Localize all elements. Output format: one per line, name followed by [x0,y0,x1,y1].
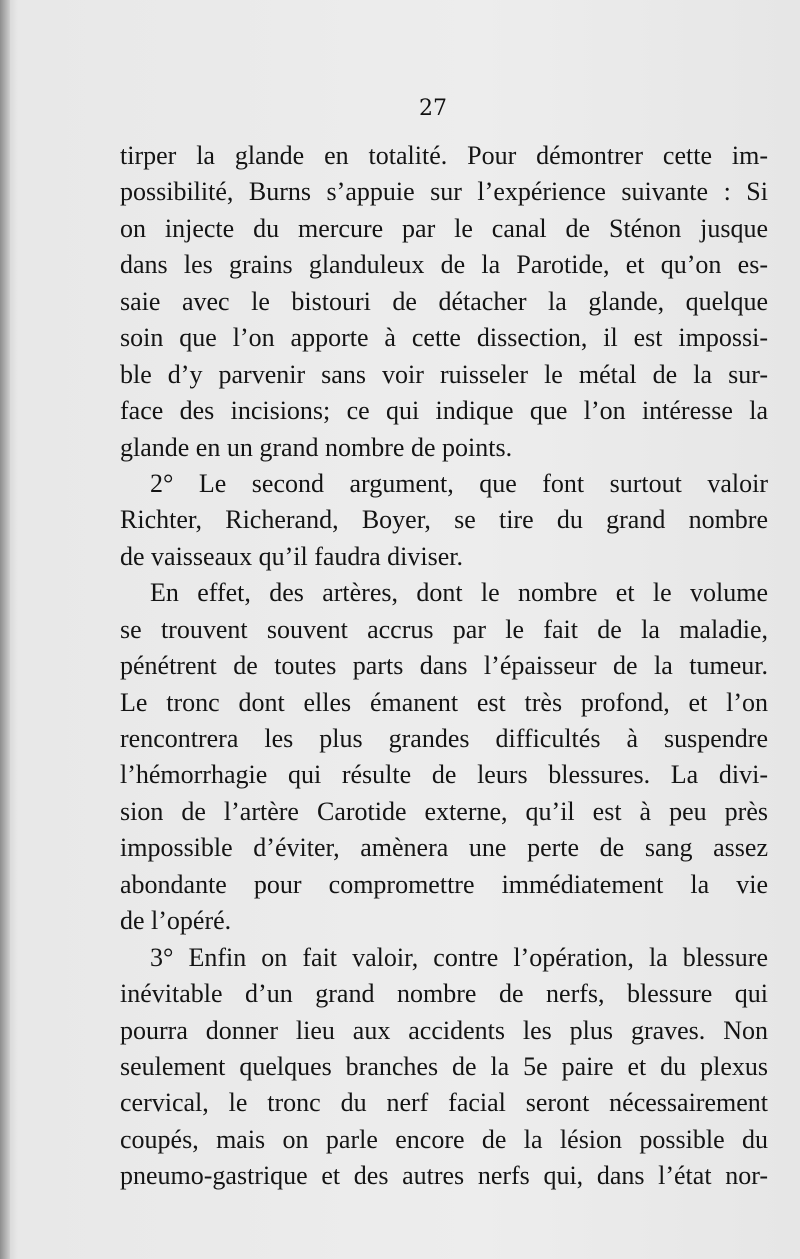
text-line: rencontrera les plus grandes difficultés à suspendre [120,724,768,753]
text-line: En effet, des artères, dont le nombre et le volume [150,578,768,608]
text-line: coupés, mais on parle encore de la lésion possible du [120,1124,768,1154]
text-line: soin que l’on apporte à cette dissection, il est impossi- [120,323,768,353]
text-line: impossible d’éviter, amènera une perte de sang assez [120,833,768,863]
page-binding-edge [0,0,10,1259]
text-line: inévitable d’un grand nombre de nerfs, blessure qui [120,979,768,1009]
text-line: glande en un grand nombre de points. [120,432,513,462]
text-line: 2° Le second argument, que font surtout valoir [150,468,768,498]
text-line: saie avec le bistouri de détacher la glande, quelque [120,286,768,316]
text-line: de vaisseaux qu’il faudra diviser. [120,541,463,571]
text-line: pénétrent de toutes parts dans l’épaisseur de la tumeur. [120,651,768,681]
text-line: tirper la glande en totalité. Pour démontrer cette im- [120,141,768,170]
text-line: cervical, le tronc du nerf facial seront nécessairement [120,1088,768,1118]
text-line: abondante pour compromettre immédiatement la vie [120,869,768,899]
text-line: Le tronc dont elles émanent est très profond, et l’on [120,687,768,717]
text-line: pourra donner lieu aux accidents les plus graves. Non [120,1015,768,1045]
text-line: seulement quelques branches de la 5e paire et du plexus [120,1051,768,1081]
text-line: pneumo-gastrique et des autres nerfs qui, dans l’état nor- [120,1161,768,1191]
page-number: 27 [419,96,447,121]
text-line: dans les grains glanduleux de la Parotide, et qu’on es- [120,250,768,280]
text-line: sion de l’artère Carotide externe, qu’il est à peu près [120,796,768,826]
text-line: face des incisions; ce qui indique que l’on intéresse la [120,396,768,426]
text-line: se trouvent souvent accrus par le fait de la maladie, [120,614,768,644]
text-line: l’hémorrhagie qui résulte de leurs blessures. La divi- [120,760,768,790]
text-line: on injecte du mercure par le canal de Sténon jusque [120,213,768,243]
text-line: possibilité, Burns s’appuie sur l’expérience suivante : Si [120,177,768,207]
body-text [120,138,768,1195]
text-line: de l’opéré. [120,906,232,936]
text-line: Richter, Richerand, Boyer, se tire du grand nombre [120,505,768,535]
text-line: 3° Enfin on fait valoir, contre l’opération, la blessure [150,942,768,972]
text-line: ble d’y parvenir sans voir ruisseler le métal de la sur- [120,359,768,389]
